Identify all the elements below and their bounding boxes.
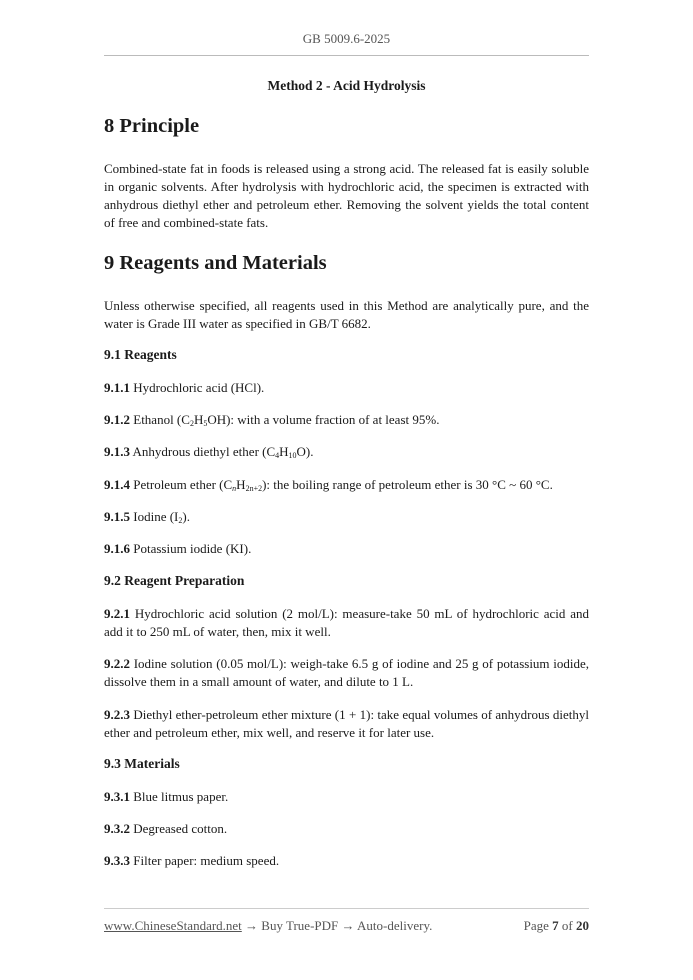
document-header: GB 5009.6-2025 [302,31,391,46]
subscript-text: 2n+2 [245,484,263,493]
clause-text: Degreased cotton. [130,821,228,836]
clause-text: Blue litmus paper. [130,789,229,804]
clause-item [104,706,589,742]
footer-promo [104,918,432,934]
clause-text: ): the boiling range of petroleum ether is 30 °C ~ 60 °C. [262,477,553,492]
clause-text: Iodine solution (0.05 mol/L): weigh-take 6.5 g of iodine and 25 g of potassium iodide, dissolve them in a small amount of water, and dilute to 1 L. [104,656,589,689]
clause-item [104,655,589,691]
clause-number: 9.3.1 [104,789,130,804]
clause-item [104,605,589,641]
subscript-text: 5 [203,419,208,428]
clause-item [104,411,589,429]
subscript-text: 2 [178,516,183,525]
clause-item [104,820,589,838]
page-total: 20 [576,918,589,933]
section-8-paragraph: Combined-state fat in foods is released using a strong acid. The released fat is easily soluble in organic solvents. After hydrolysis with hydrochloric acid, the specimen is extracted with anhydrous diethyl ether and petroleum ether. Removing the solvent yields the total content of free and combined-state fats. [104,161,589,230]
section-9-heading: 9 Reagents and Materials [104,252,327,274]
clause-number: 9.3.2 [104,821,130,836]
clause-item [104,540,589,558]
subscript-text: n [232,484,237,493]
subscript-text: 10 [288,451,297,460]
section-8-heading: 8 Principle [104,115,200,137]
clause-item [104,788,589,806]
clause-item [104,443,589,461]
clause-number: 9.1.6 [104,541,130,556]
subscript-text: 4 [275,451,280,460]
clause-text: Ethanol (C [130,412,190,427]
clause-text: O). [296,444,314,459]
clause-item [104,476,589,494]
clause-number: 9.3.3 [104,853,130,868]
page-label: Page [523,918,553,933]
clause-number: 9.1.5 [104,509,130,524]
arrow-icon: → [245,918,259,933]
section-9-1-heading: 9.1 Reagents [104,347,177,362]
clause-text: Anhydrous diethyl ether (C [130,444,276,459]
clause-text: Petroleum ether (C [130,477,233,492]
section-9-paragraph: Unless otherwise specified, all reagents used in this Method are analytically pure, and the water is Grade III water as specified in GB/T 6682. [104,298,589,331]
clause-number: 9.1.2 [104,412,130,427]
clause-text: Filter paper: medium speed. [130,853,280,868]
clause-text: Diethyl ether-petroleum ether mixture (1 + 1): take equal volumes of anhydrous diethyl ether and petroleum ether, mix well, and reserve it for later use. [104,707,589,740]
clause-text: Hydrochloric acid solution (2 mol/L): measure-take 50 mL of hydrochloric acid and add it to 250 mL of water, then, mix it well. [104,606,589,639]
clause-number: 9.2.2 [104,656,130,671]
clause-number: 9.2.3 [104,707,130,722]
clause-text: H [279,444,289,459]
clause-text: H [193,412,204,427]
clause-number: 9.2.1 [104,606,130,621]
footer [104,918,589,934]
subscript-text: 2 [189,419,194,428]
clause-text: Hydrochloric acid (HCl). [130,380,265,395]
buy-text: Buy True-PDF [258,918,342,933]
footer-divider [104,908,589,909]
page-indicator [524,918,589,934]
section-9-2-heading: 9.2 Reagent Preparation [104,573,245,588]
clause-number: 9.1.3 [104,444,130,459]
clause-text: H [236,477,246,492]
website-link[interactable]: www.ChineseStandard.net [104,918,242,933]
clause-text: ). [182,509,190,524]
page-number: 7 [552,918,559,933]
clause-item [104,852,589,870]
of-label: of [558,918,576,933]
clause-number: 9.1.4 [104,477,130,492]
clause-text: OH): with a volume fraction of at least 95%. [207,412,440,427]
section-9-3-heading: 9.3 Materials [104,756,180,771]
clause-item [104,379,589,397]
header-divider [104,55,589,56]
clause-item [104,508,589,526]
clause-text: Iodine (I [130,509,179,524]
method-title: Method 2 - Acid Hydrolysis [267,78,426,93]
arrow-icon: → [341,918,355,933]
clause-text: Potassium iodide (KI). [130,541,252,556]
clause-number: 9.1.1 [104,380,130,395]
delivery-text: Auto-delivery. [354,918,433,933]
